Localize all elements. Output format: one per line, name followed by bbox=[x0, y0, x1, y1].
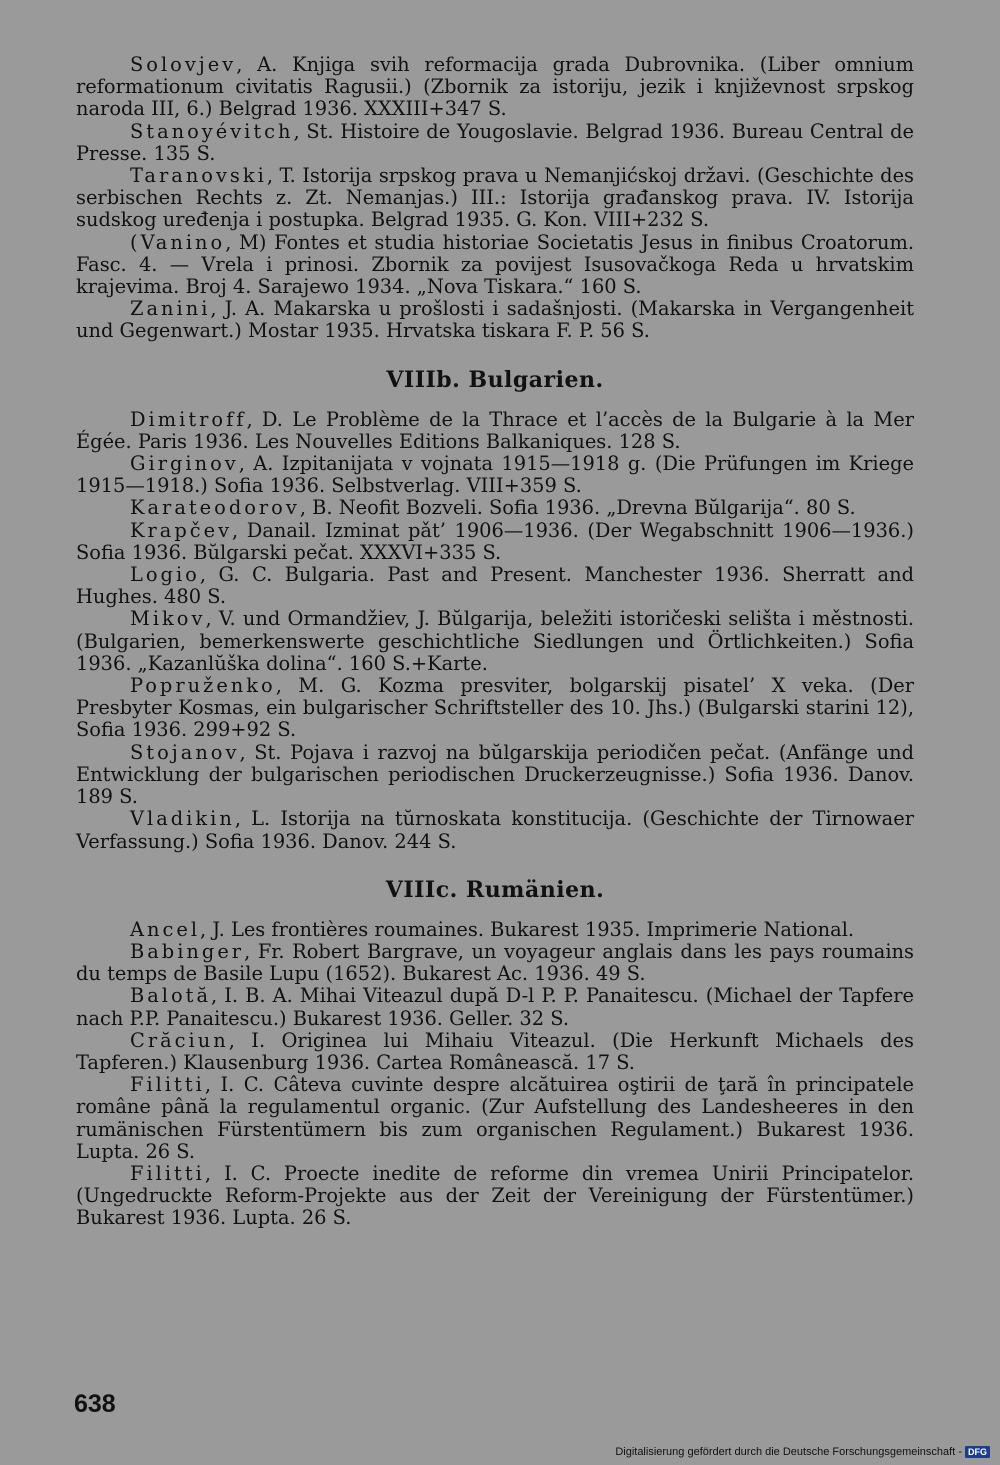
entry-author: Taranovski bbox=[130, 164, 267, 188]
entry-author: Balotă bbox=[130, 984, 212, 1008]
section-viiib-entries bbox=[76, 409, 914, 853]
entry-citation: , B. Neofit Bozveli. Sofia 1936. „Drevna Bŭlgarija“. 80 S. bbox=[299, 496, 856, 520]
bibliography-entry bbox=[76, 985, 914, 1029]
bibliography-entry bbox=[76, 121, 914, 165]
entry-author: Popruženko bbox=[130, 674, 276, 698]
bibliography-entry bbox=[76, 919, 914, 941]
bibliography-entry bbox=[76, 941, 914, 985]
entry-author: Crăciun bbox=[130, 1028, 229, 1052]
entry-citation: , A. Izpitanijata v vojnata 1915—1918 g. (Die Prüfungen im Kriege 1915—1918.) Sofia 1936. Selbstverlag. VIII+359 S. bbox=[76, 452, 914, 498]
entry-citation: , I. C. Câteva cuvinte despre alcătuirea oştirii de ţară în principatele române până la regulamentul organic. (Zur Aufstellung des Landesheeres in den rumänischen Fürstentümern bis zum organischen Regulament.) Bukarest 1936. Lupta. 26 S. bbox=[76, 1073, 914, 1163]
entry-author: Filitti bbox=[130, 1161, 205, 1185]
entry-author: Zanini bbox=[130, 297, 211, 321]
entry-author: Solovjev bbox=[130, 53, 237, 76]
section-heading-rumaenien: VIIIc. Rumänien. bbox=[385, 876, 605, 903]
bibliography-entry bbox=[76, 409, 914, 453]
bibliography-entry bbox=[76, 298, 914, 342]
entry-citation: , J. Les frontières roumaines. Bukarest 1935. Imprimerie National. bbox=[200, 917, 855, 941]
entry-author: Karateodorov bbox=[130, 496, 300, 520]
entry-author: Stojanov bbox=[130, 740, 240, 764]
entry-author: Stanoyévitch bbox=[130, 119, 294, 143]
entry-citation: , Danail. Izminat pǎt’ 1906—1936. (Der Wegabschnitt 1906—1936.) Sofia 1936. Bŭlgarski pečat. XXXVI+335 S. bbox=[76, 518, 914, 564]
entry-citation: , M. G. Kozma presviter, bolgarskij pisatel’ X veka. (Der Presbyter Kosmas, ein bulgarischer Schriftsteller des 10. Jhs.) (Bulgarski starini 12), Sofia 1936. 299+92 S. bbox=[76, 674, 914, 742]
entry-citation: , M) Fontes et studia historiae Societatis Jesus in finibus Croatorum. Fasc. 4. — Vrela i prinosi. Zbornik za povijest Isusovačkoga Reda u hrvatskim krajevima. Broj 4. Sarajewo 1934. „Nova Tiskara.“ 160 S. bbox=[76, 230, 914, 299]
entry-citation: , I. Originea lui Mihaiu Viteazul. (Die Herkunft Michaels des Tapferen.) Klausenburg 1936. Cartea Românească. 17 S. bbox=[76, 1028, 914, 1074]
bibliography-entry bbox=[76, 453, 914, 497]
bibliography-entry bbox=[76, 564, 914, 608]
entry-author: Ancel bbox=[130, 917, 201, 941]
entry-author: Dimitroff bbox=[130, 407, 247, 431]
bibliography-entry bbox=[76, 1163, 914, 1230]
bibliography-entry bbox=[76, 742, 914, 809]
bibliography-entry bbox=[76, 232, 914, 299]
entry-citation: , I. C. Proecte inedite de reforme din vremea Unirii Principatelor. (Ungedruckte Reform-Projekte aus der Zeit der Vereinigung der Fürstentümer.) Bukarest 1936. Lupta. 26 S. bbox=[76, 1161, 914, 1230]
entry-citation: , St. Histoire de Yougoslavie. Belgrad 1936. Bureau Central de Presse. 135 S. bbox=[76, 119, 914, 165]
section-viiic-entries bbox=[76, 919, 914, 1230]
bibliography-entry bbox=[76, 497, 914, 519]
bibliography-entry bbox=[76, 165, 914, 232]
entry-citation: , G. C. Bulgaria. Past and Present. Manchester 1936. Sherratt and Hughes. 480 S. bbox=[76, 563, 914, 609]
entry-author: Logio bbox=[130, 563, 200, 587]
entry-citation: , J. A. Makarska u prošlosti i sadašnjosti. (Makarska in Vergangenheit und Gegenwart.) Mostar 1935. Hrvatska tiskara F. P. 56 S. bbox=[76, 297, 914, 343]
entry-author: Vladikin bbox=[130, 807, 235, 831]
entry-citation: , Fr. Robert Bargrave, un voyageur anglais dans les pays roumains du temps de Basile Lupu (1652). Bukarest Ac. 1936. 49 S. bbox=[76, 939, 914, 986]
entry-author: (Vanino bbox=[130, 230, 226, 254]
entry-citation: , V. und Ormandžiev, J. Bŭlgarija, beležiti istoričeski selišta i městnosti. (Bulgarien, bemerkenswerte geschichtliche Siedlungen und Örtlichkeiten.) Sofia 1936. „Kazanlŭška dolina“. 160 S.+Karte. bbox=[76, 607, 914, 675]
entry-author: Girginov bbox=[130, 452, 239, 476]
entry-author: Filitti bbox=[130, 1073, 205, 1097]
dfg-logo-icon: DFG bbox=[965, 1446, 990, 1458]
bibliography-entry bbox=[76, 808, 914, 852]
entry-citation: , D. Le Problème de la Thrace et l’accès de la Bulgarie à la Mer Égée. Paris 1936. Les Nouvelles Editions Balkaniques. 128 S. bbox=[76, 407, 914, 453]
section-viiia-entries bbox=[76, 54, 914, 343]
entry-citation: , I. B. A. Mihai Viteazul după D-l P. P. Panaitescu. (Michael der Tapfere nach P.P. Panaitescu.) Bukarest 1936. Geller. 32 S. bbox=[76, 984, 914, 1030]
entry-citation: , St. Pojava i razvoj na bŭlgarskija periodičen pečat. (Anfänge und Entwicklung der bulgarischen periodischen Druckerzeugnisse.) Sofia 1936. Danov. 189 S. bbox=[76, 740, 914, 809]
bibliography-entry bbox=[76, 520, 914, 564]
bibliography-entry bbox=[76, 1030, 914, 1074]
bibliography-entry bbox=[76, 1074, 914, 1163]
entry-citation: , T. Istorija srpskog prava u Nemanjićskoj državi. (Geschichte des serbischen Rechts z. Zt. Nemanjas.) III.: Istorija građanskog prava. IV. Istorija sudskog uređenja i postupka. Belgrad 1935. G. Kon. VIII+232 S. bbox=[76, 164, 914, 232]
bibliography-entry bbox=[76, 608, 914, 675]
entry-citation: , A. Knjiga svih reformacija grada Dubrovnika. (Liber omnium reformationum civitatis Ragusii.) (Zbornik za istoriju, jezik i književnost srpskog naroda III, 6.) Belgrad 1936. XXXIII+347 S. bbox=[76, 53, 914, 121]
entry-author: Mikov bbox=[130, 607, 206, 631]
section-heading-bulgarien: VIIIb. Bulgarien. bbox=[386, 366, 604, 393]
entry-citation: , L. Istorija na tŭrnoskata konstitucija. (Geschichte der Tirnowaer Verfassung.) Sofia 1936. Danov. 244 S. bbox=[76, 807, 914, 853]
footer-text: Digitalisierung gefördert durch die Deutsche Forschungsgemeinschaft - bbox=[615, 1446, 962, 1458]
footer-credit bbox=[615, 1446, 990, 1458]
bibliography-page bbox=[76, 54, 914, 1230]
entry-author: Krapčev bbox=[130, 518, 233, 542]
entry-author: Babinger bbox=[130, 939, 245, 963]
bibliography-entry bbox=[76, 675, 914, 742]
bibliography-entry bbox=[76, 54, 914, 121]
page-number: 638 bbox=[74, 1390, 116, 1418]
